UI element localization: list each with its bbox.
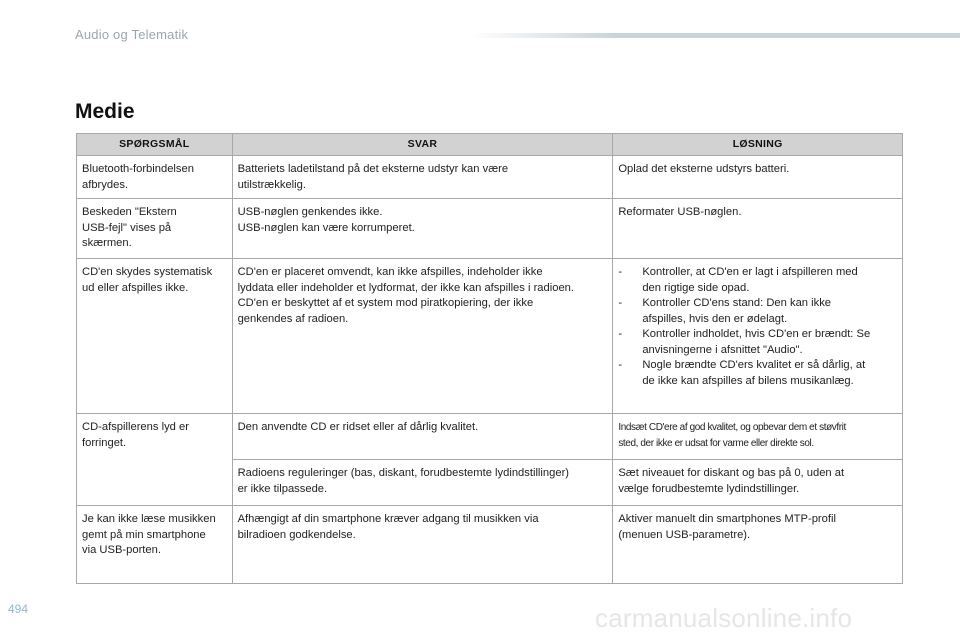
solution-cell [613, 199, 903, 259]
solution-line: vælge forudbestemte lydindstillinger. [618, 482, 800, 495]
solution-line: - Kontroller, at CD'en er lagt i afspilleren med [642, 266, 858, 278]
answer-line: CD'en er placeret omvendt, kan ikke afspilles, indeholder ikke [237, 266, 543, 278]
question-line: CD-afspillerens lyd er [82, 421, 189, 433]
question-line: Beskeden "Ekstern [82, 206, 177, 218]
answer-line: genkendes af radioen. [237, 312, 349, 325]
solution-cell [613, 414, 903, 460]
column-header-question: SPØRGSMÅL [77, 134, 233, 156]
answer-cell [232, 506, 613, 584]
question-line: gemt på min smartphone [82, 528, 206, 541]
question-cell [77, 259, 233, 414]
answer-line: Radioens reguleringer (bas, diskant, forudbestemte lydindstillinger) [237, 467, 570, 479]
answer-line: USB-nøglen genkendes ikke. [237, 206, 383, 218]
answer-line: Batteriets ladetilstand på det eksterne udstyr kan være [237, 163, 509, 175]
answer-cell [232, 259, 613, 414]
table-row [77, 199, 903, 259]
answer-line: Den anvendte CD er ridset eller af dårlig kvalitet. [237, 421, 479, 433]
solution-line: Sæt niveauet for diskant og bas på 0, uden at [618, 467, 845, 479]
section-title: Medie [75, 100, 135, 123]
answer-line: er ikke tilpassede. [237, 482, 328, 495]
question-line: skærmen. [82, 237, 132, 249]
solution-line: - Kontroller indholdet, hvis CD'en er brændt: Se [642, 328, 871, 340]
question-line: Bluetooth-forbindelsen [82, 163, 194, 175]
list-item [618, 358, 897, 389]
solution-cell [613, 506, 903, 584]
question-line: CD'en skydes systematisk [82, 266, 213, 278]
list-item [618, 265, 897, 296]
list-item [618, 296, 897, 327]
page-number: 494 [8, 602, 29, 616]
solution-line: anvisningerne i afsnittet "Audio". [642, 343, 803, 356]
list-item [618, 327, 897, 358]
question-cell [77, 506, 233, 584]
question-line: forringet. [82, 436, 127, 449]
table-row [77, 156, 903, 199]
solution-line: sted, der ikke er udsat for varme eller direkte sol. [618, 438, 814, 449]
question-line: USB-fejl" vises på [82, 221, 172, 234]
question-line: afbrydes. [82, 178, 129, 191]
solution-list [618, 265, 897, 389]
table-header-row [77, 134, 903, 156]
column-header-solution: LØSNING [613, 134, 903, 156]
table-row [77, 259, 903, 414]
solution-cell [613, 460, 903, 506]
solution-line: Indsæt CD'ere af god kvalitet, og opbevar dem et støvfrit [618, 422, 846, 433]
question-line: Je kan ikke læse musikken [82, 513, 216, 525]
question-cell [77, 156, 233, 199]
solution-line: (menuen USB-parametre). [618, 528, 751, 541]
watermark-text: carmanualsonline.info [595, 603, 853, 633]
answer-line: bilradioen godkendelse. [237, 528, 356, 541]
table-row [77, 414, 903, 460]
chapter-title: Audio og Telematik [75, 27, 189, 42]
question-cell [77, 199, 233, 259]
solution-line: Aktiver manuelt din smartphones MTP-profil [618, 513, 836, 525]
solution-cell [613, 156, 903, 199]
solution-cell [613, 259, 903, 414]
troubleshooting-table [76, 133, 903, 584]
solution-line: Oplad det eksterne udstyrs batteri. [618, 163, 790, 175]
question-cell [77, 414, 233, 506]
answer-cell [232, 199, 613, 259]
answer-line: CD'en er beskyttet af et system mod piratkopiering, der ikke [237, 297, 534, 309]
question-line: ud eller afspilles ikke. [82, 281, 189, 294]
answer-line: utilstrækkelig. [237, 178, 306, 191]
solution-line: - Kontroller CD'ens stand: Den kan ikke [642, 297, 832, 309]
answer-line: Afhængigt af din smartphone kræver adgang til musikken via [237, 513, 539, 525]
column-header-answer: SVAR [232, 134, 613, 156]
solution-line: de ikke kan afspilles af bilens musikanlæg. [642, 374, 854, 387]
solution-line: den rigtige side opad. [642, 281, 750, 294]
answer-cell [232, 460, 613, 506]
solution-line: afspilles, hvis den er ødelagt. [642, 312, 788, 325]
table-row [77, 506, 903, 584]
header-rule [470, 33, 960, 38]
question-line: via USB-porten. [82, 544, 161, 556]
answer-cell [232, 156, 613, 199]
solution-line: - Nogle brændte CD'ers kvalitet er så dårlig, at [642, 359, 866, 371]
answer-cell [232, 414, 613, 460]
solution-line: Reformater USB-nøglen. [618, 206, 742, 218]
answer-line: USB-nøglen kan være korrumperet. [237, 221, 415, 234]
answer-line: lyddata eller indeholder et lydformat, der ikke kan afspilles i radioen. [237, 281, 575, 294]
